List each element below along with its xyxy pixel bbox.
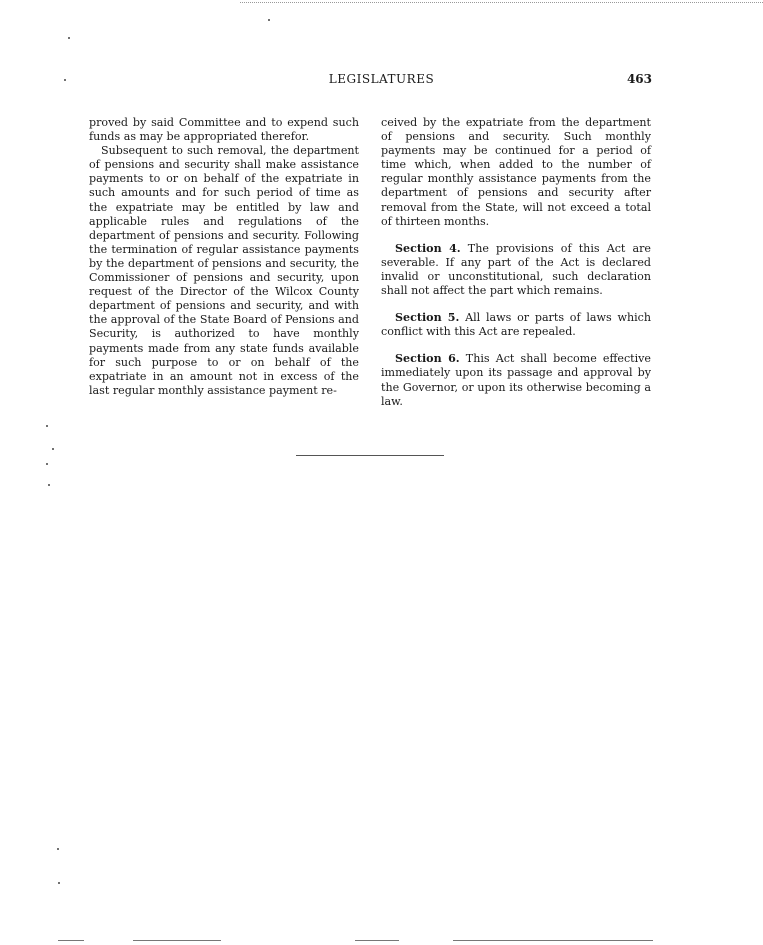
section-5-label: Section 5. — [395, 311, 460, 325]
page-number: 463 — [626, 72, 652, 86]
bottom-scan-line — [355, 940, 399, 941]
section-6-paragraph — [381, 352, 651, 408]
scan-speck — [57, 848, 59, 850]
section-5-paragraph — [381, 311, 651, 339]
section-6-label: Section 6. — [395, 352, 460, 366]
bottom-scan-line — [133, 940, 221, 941]
right-paragraph-continuation: ceived by the expatriate from the department of pensions and security. Such monthly payments may be continued for a period of time which, when added to the number of regular monthly assistance payments from the department of pensions and security after removal from the State, will not exceed a total of thirteen months. — [381, 116, 651, 228]
section-4-label: Section 4. — [395, 241, 461, 255]
section-5-text: All laws or parts of laws which conflict with this Act are repealed. — [381, 311, 652, 339]
scan-speck — [52, 448, 54, 450]
section-6-text: This Act shall become effective immediately upon its passage and approval by the Governor, or upon its otherwise becoming a law. — [381, 352, 651, 408]
running-header-title: LEGISLATURES — [328, 72, 435, 86]
scan-speck — [58, 882, 60, 884]
top-border-dotted — [240, 2, 763, 3]
scan-speck — [268, 19, 270, 21]
scan-speck — [46, 463, 48, 465]
section-4-paragraph — [381, 242, 651, 298]
right-column — [381, 116, 651, 409]
bottom-scan-line — [453, 940, 653, 941]
left-paragraph-removal: Subsequent to such removal, the department of pensions and security shall make assistance payments to or on behalf of the expatriate in such amounts and for such period of time as the expatriate may be entitled by law and applicable rules and regulations of the department of pensions and security. Following the termination of regular assistance payments by the department of pensions and security, the Commissioner of pensions and security, upon request of the Director of the Wilcox County department of pensions and security, and with the approval of the State Board of Pensions and Security, is authorized to have monthly payments made from any state funds available for such purpose to or on behalf of the expatriate in an amount not in excess of the last regular monthly assistance payment re- — [89, 144, 359, 397]
section-4-text: The provisions of this Act are severable. If any part of the Act is declared invalid or unconstitutional, such declaration shall not affect the part which remains. — [381, 241, 651, 298]
scan-speck — [68, 37, 70, 39]
scan-speck — [64, 79, 66, 81]
scan-speck — [48, 484, 50, 486]
left-paragraph-continuation: proved by said Committee and to expend such funds as may be appropriated therefor. — [89, 116, 359, 144]
scan-speck — [46, 425, 48, 427]
end-of-text-rule — [296, 455, 444, 456]
left-column — [89, 116, 359, 398]
bottom-scan-line — [58, 940, 84, 941]
